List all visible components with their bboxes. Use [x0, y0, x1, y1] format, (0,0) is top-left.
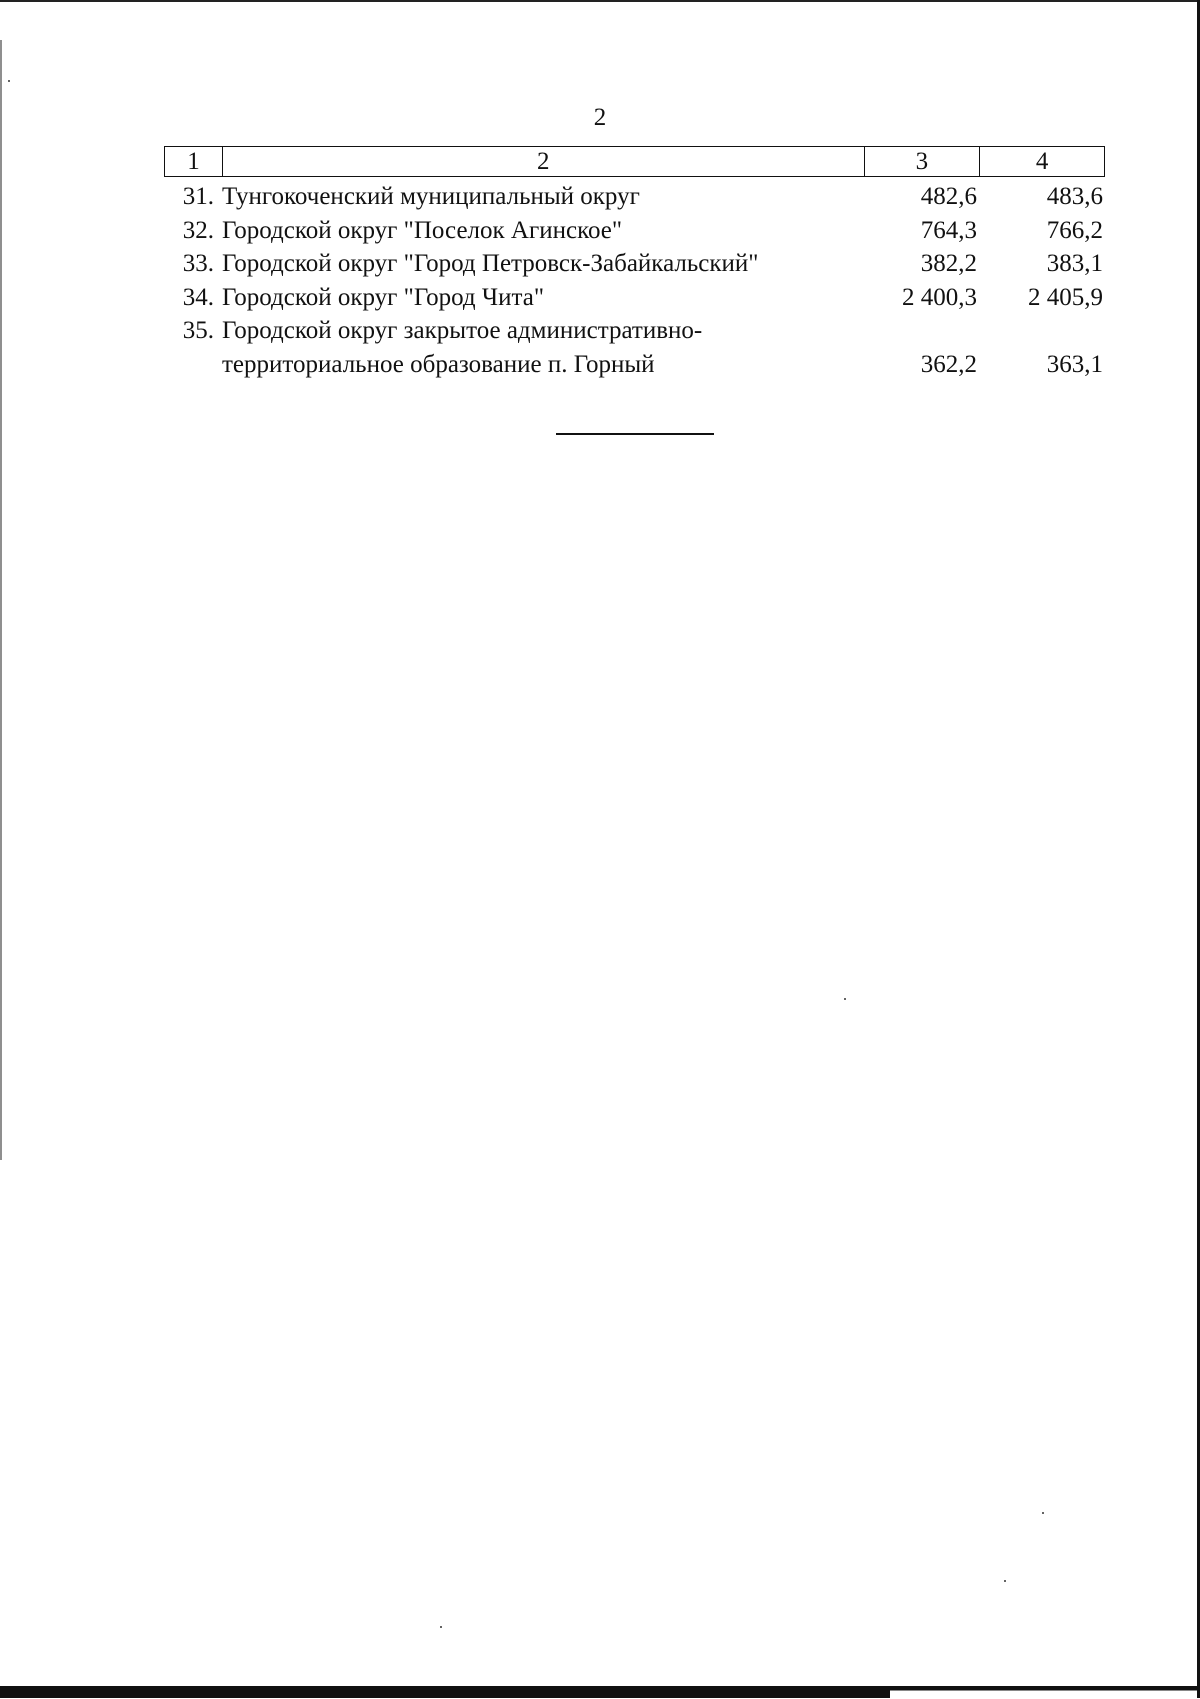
end-of-table-rule [556, 433, 714, 435]
row-value-3: 482,6 [920, 183, 977, 210]
scan-speck [1042, 1512, 1044, 1514]
header-cell-3: 3 [865, 147, 981, 176]
row-name [222, 247, 865, 281]
row-name [222, 180, 865, 214]
header-cell-4: 4 [1035, 148, 1049, 175]
row-name-line: Тунгокоченский муниципальный округ [222, 183, 640, 210]
row-name [222, 281, 865, 315]
header-cell-2: 2 [223, 147, 865, 176]
row-name [222, 214, 865, 248]
table-body [164, 180, 1105, 381]
table-row [164, 247, 1105, 281]
table-row [164, 281, 1105, 315]
row-name-line: Городской округ "Город Чита" [222, 283, 545, 311]
scan-speck [1004, 1580, 1006, 1582]
table-row [164, 314, 1105, 381]
data-table [164, 146, 1105, 381]
row-value-3: 382,2 [920, 250, 977, 277]
table-row [164, 180, 1105, 214]
scan-speck [8, 80, 10, 82]
row-value-4: 363,1 [1046, 350, 1103, 378]
row-value-3: 764,3 [920, 216, 977, 244]
table-row [164, 214, 1105, 248]
row-name-line: Городской округ закрытое административно- [222, 317, 703, 344]
row-value-4: 483,6 [1046, 183, 1103, 210]
scan-speck [844, 998, 846, 1000]
row-name [222, 314, 865, 381]
row-value-4: 766,2 [1046, 216, 1103, 244]
row-name-line: Городской округ "Город Петровск-Забайкальский" [222, 250, 759, 277]
scan-speck [440, 1626, 442, 1628]
row-number: 32. [182, 216, 214, 244]
row-number: 31. [182, 183, 214, 210]
table-header-row [164, 146, 1105, 177]
scan-edge-left [0, 40, 2, 1160]
page-number: 2 [593, 104, 607, 131]
row-number: 34. [182, 283, 214, 311]
row-value-4: 2 405,9 [1028, 283, 1103, 311]
row-number: 35. [182, 317, 214, 344]
scan-edge-top [0, 0, 1200, 2]
row-value-3: 2 400,3 [902, 283, 977, 311]
row-value-3: 362,2 [920, 350, 977, 378]
row-number: 33. [182, 250, 214, 277]
row-name-line: территориальное образование п. Горный [222, 350, 655, 378]
row-name-line: Городской округ "Поселок Агинское" [222, 216, 623, 244]
header-cell-1: 1 [165, 147, 223, 176]
row-value-4: 383,1 [1046, 250, 1103, 277]
